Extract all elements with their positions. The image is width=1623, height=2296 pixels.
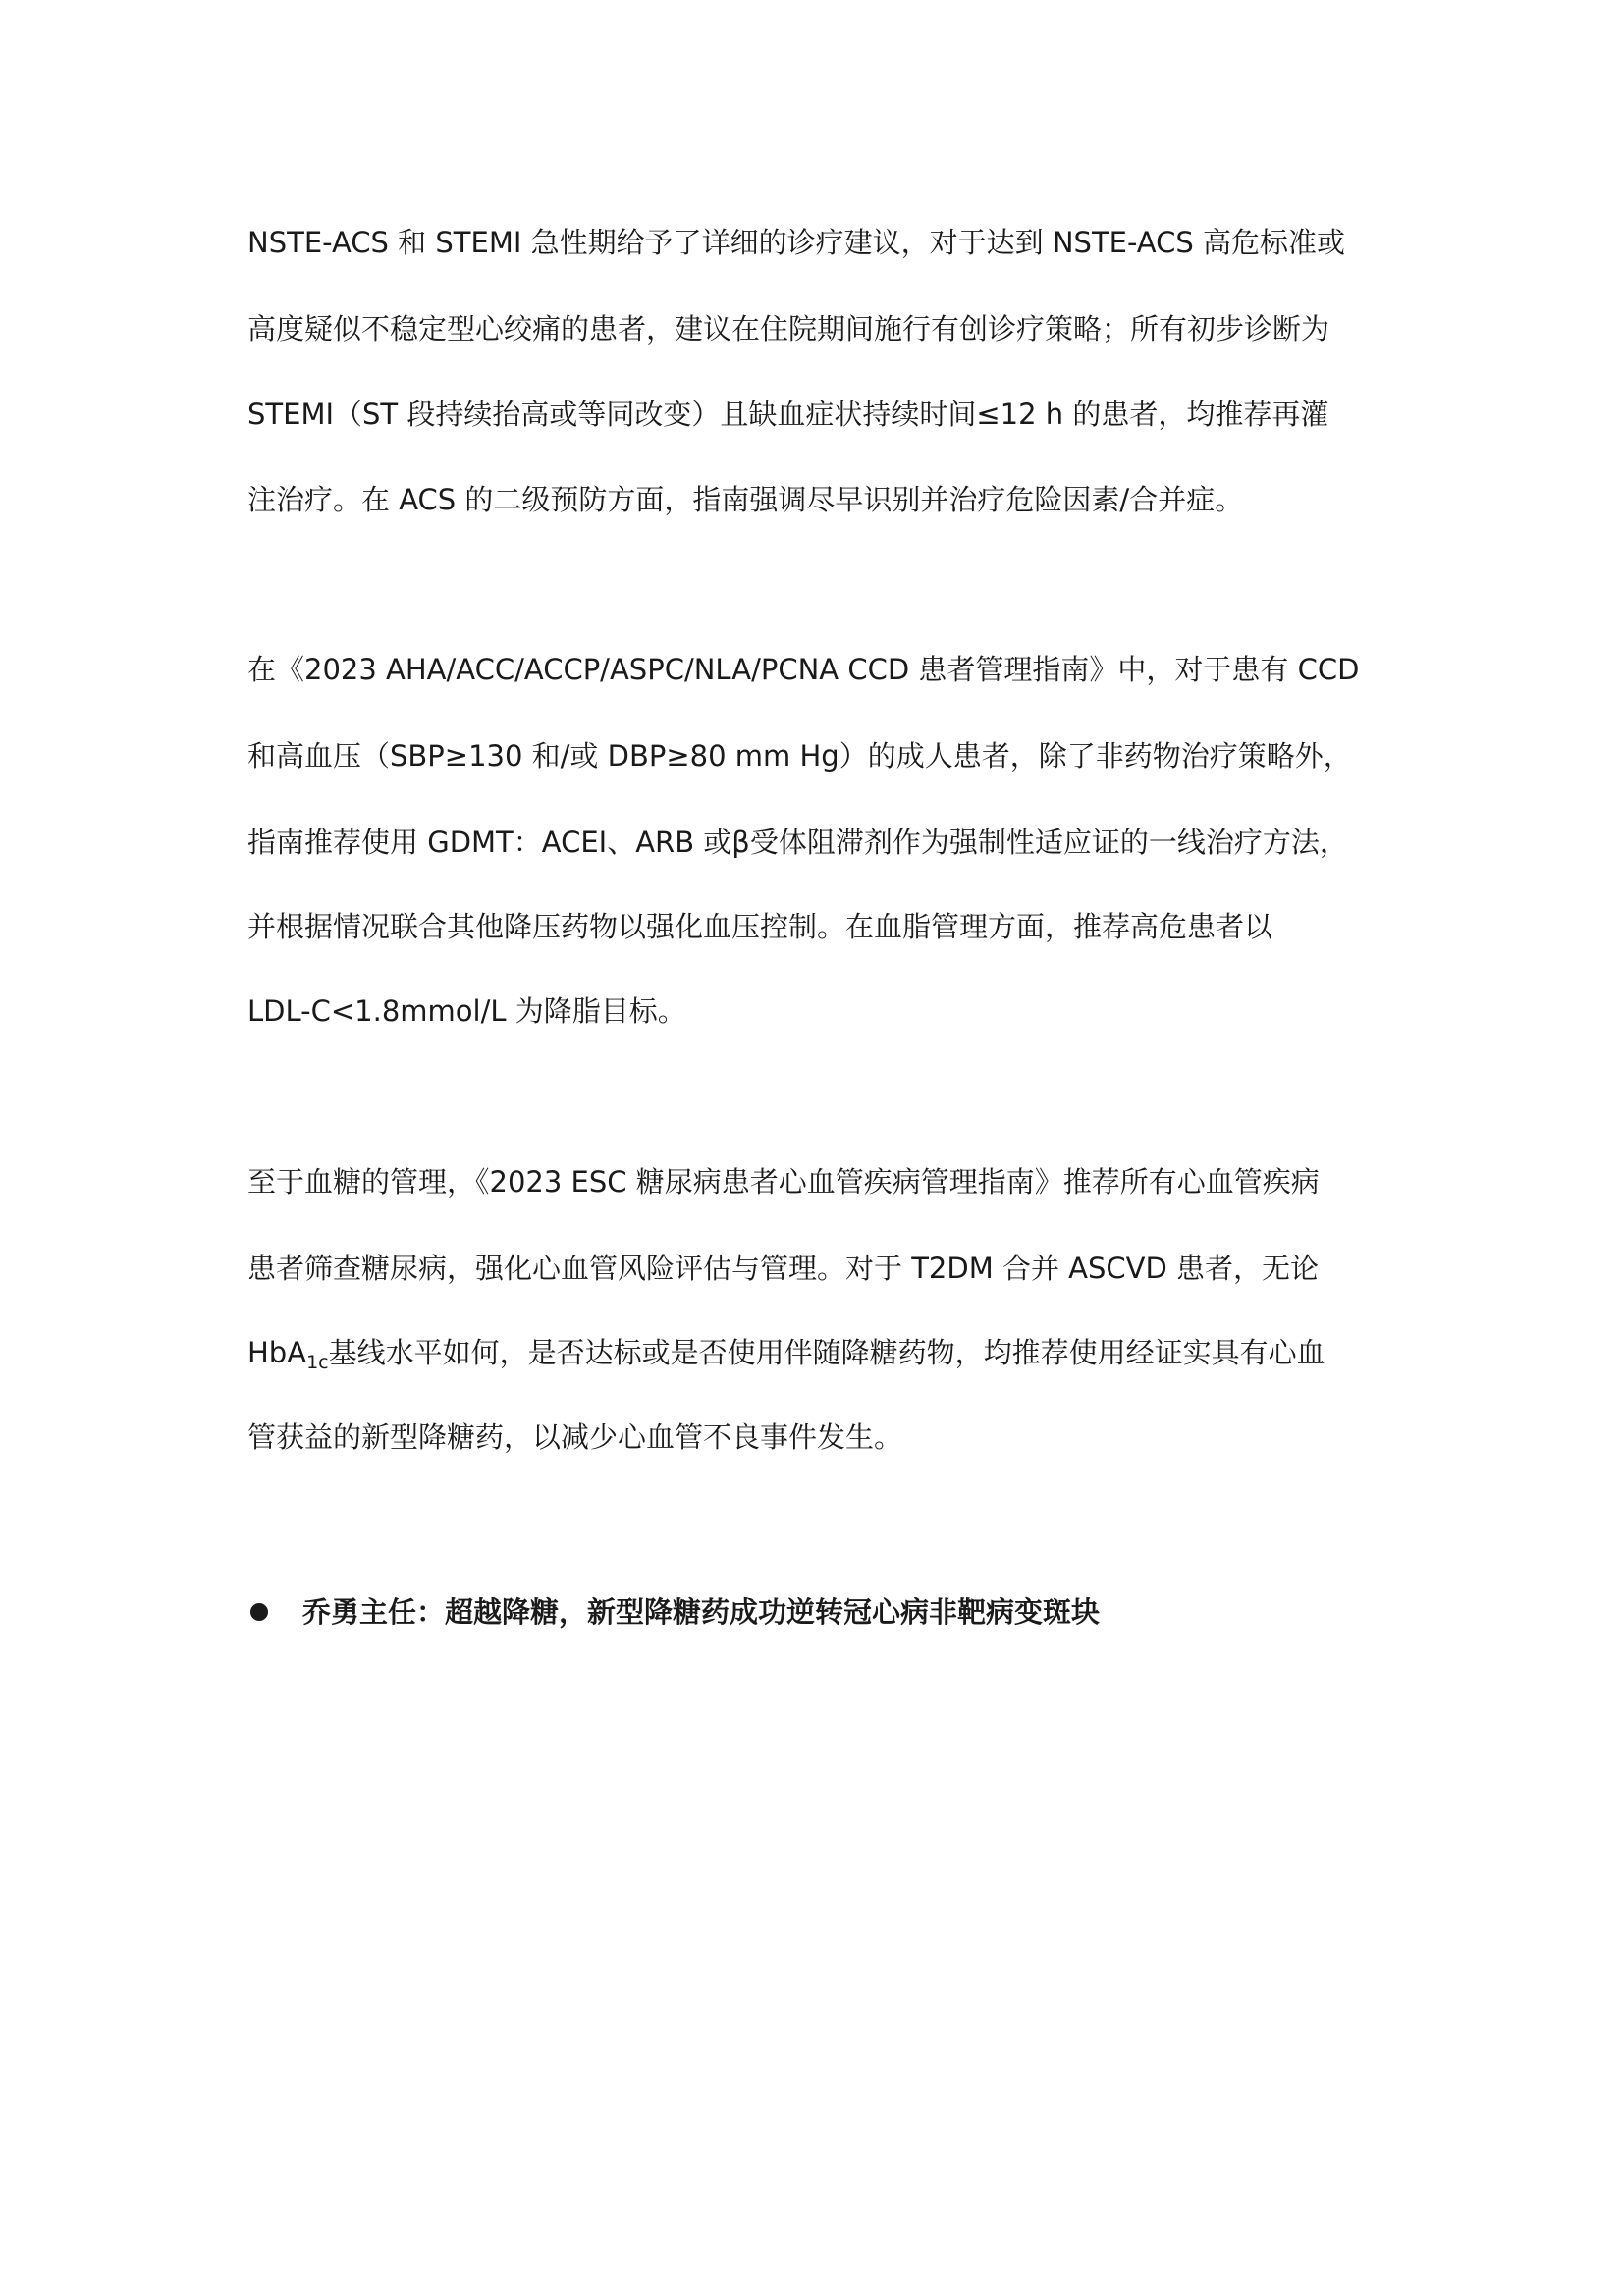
bullet-item [247,1592,1386,1631]
bullet-heading-text: 乔勇主任：超越降糖，新型降糖药成功逆转冠心病非靶病变斑块 [302,1595,1101,1629]
paragraph-2-line-4: 并根据情况联合其他降压药物以强化血压控制。在血脂管理方面，推荐高危患者以 [247,910,1273,943]
paragraph-1-line-4: 注治疗。在 ACS 的二级预防方面，指南强调尽早识别并治疗危险因素/合并症。 [247,483,1244,516]
paragraph-2-line-3: 指南推荐使用 GDMT：ACEI、ARB 或β受体阻滞剂作为强制性适应证的一线治疗方法， [247,826,1348,859]
paragraph-3-line-4: 管获益的新型降糖药，以减少心血管不良事件发生。 [247,1420,903,1454]
paragraph-1-line-2: 高度疑似不稳定型心绞痛的患者，建议在住院期间施行有创诊疗策略；所有初步诊断为 [247,312,1330,346]
paragraph-1-line-1: NSTE-ACS 和 STEMI 急性期给予了详细的诊疗建议，对于达到 NSTE-ACS 高危标准或 [247,226,1346,259]
paragraph-3-line-3 [247,1333,1386,1382]
hba1c-subscript: 1c [306,1352,329,1373]
paragraph-3-line-3-text: 基线水平如何，是否达标或是否使用伴随降糖药物，均推荐使用经证实具有心血 [328,1336,1325,1369]
paragraph-1-line-3: STEMI（ST 段持续抬高或等同改变）且缺血症状持续时间≤12 h 的患者，均推荐再灌 [247,398,1329,431]
paragraph-3-line-1: 至于血糖的管理，《2023 ESC 糖尿病患者心血管疾病管理指南》推荐所有心血管疾病 [247,1165,1320,1199]
hba1c-prefix: HbA [247,1336,307,1369]
bullet-dot-icon [250,1603,268,1621]
paragraph-2-line-5: LDL-C<1.8mmol/L 为降脂目标。 [247,994,686,1028]
paragraph-2-line-1: 在《2023 AHA/ACC/ACCP/ASPC/NLA/PCNA CCD 患者管理指南》中，对于患有 CCD [247,653,1360,686]
paragraph-3-line-2: 患者筛查糖尿病，强化心血管风险评估与管理。对于 T2DM 合并 ASCVD 患者，无论 [247,1252,1320,1285]
paragraph-2-line-2: 和高血压（SBP≥130 和/或 DBP≥80 mm Hg）的成人患者，除了非药物治疗策略外， [247,739,1352,773]
